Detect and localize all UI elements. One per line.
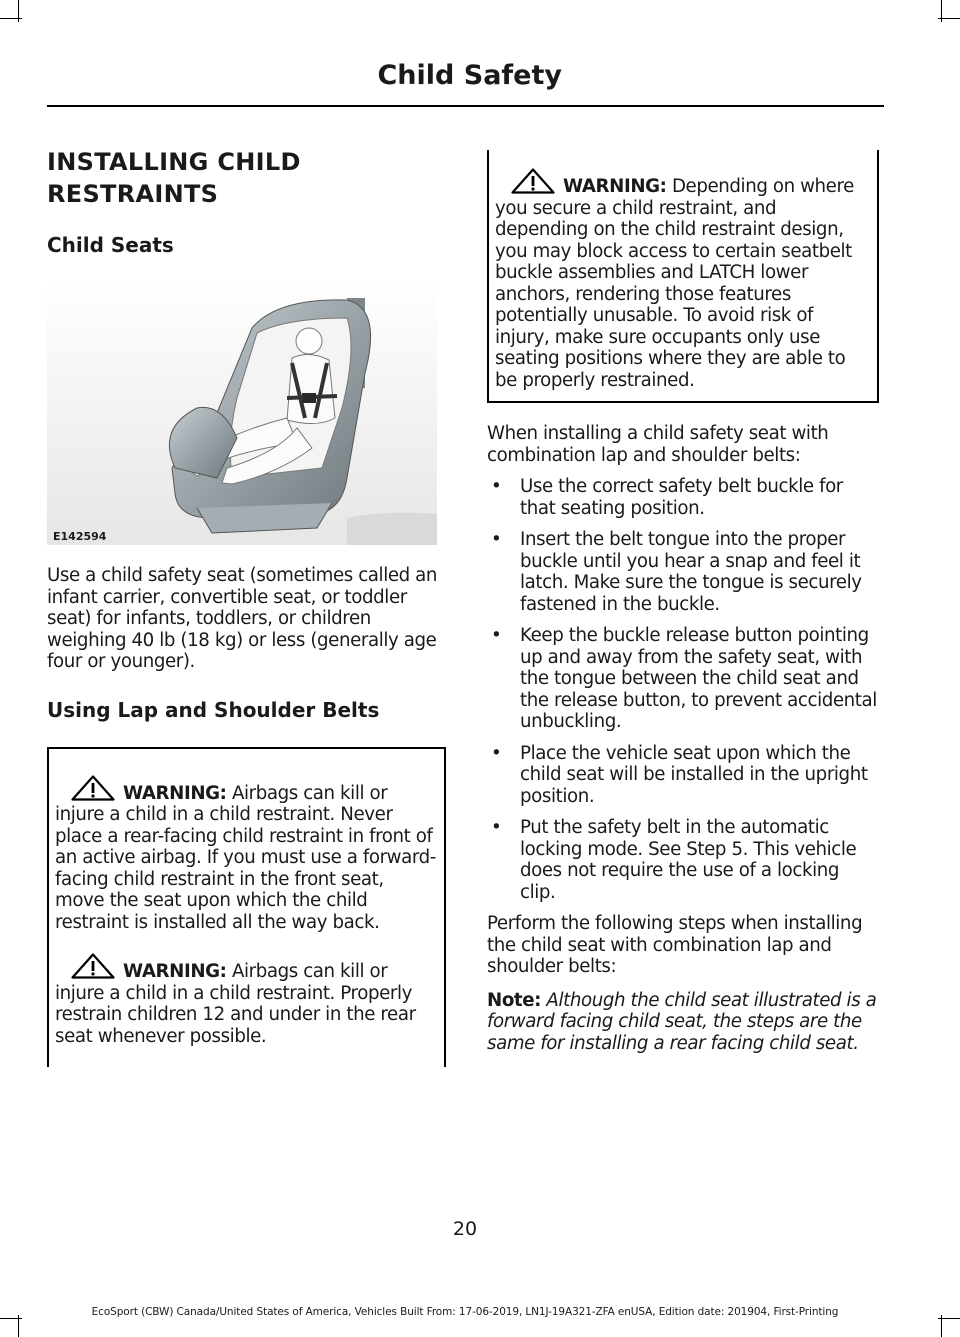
list-item: • Place the vehicle seat upon which the child seat will be installed in the upright position.: [491, 742, 868, 807]
section-title: Child Safety: [377, 60, 562, 91]
subheading-lap-shoulder-belts: Using Lap and Shoulder Belts: [47, 697, 380, 722]
warning-label: WARNING:: [563, 176, 667, 197]
warning-text: Depending on where you secure a child restraint, and depending on the child restraint design, you may block access to certain seatbelt buckle assemblies and LATCH lower anchors, rendering those features potentially unusable. To avoid risk of injury, make sure occupants only use seating positions where they are able to be properly restrained.: [495, 176, 854, 391]
crop-mark: [18, 1315, 19, 1337]
warning-box: [487, 150, 879, 403]
child-seat-illustration: [47, 278, 437, 545]
warning-airbag-rear: [55, 953, 438, 1057]
list-item: • Put the safety belt in the automatic locking mode. See Step 5. This vehicle does not require the use of a locking clip.: [491, 817, 857, 903]
page-heading: INSTALLING CHILD RESTRAINTS: [47, 148, 301, 208]
intro-paragraph: Use a child safety seat (sometimes called an infant carrier, convertible seat, or toddler seat) for infants, toddlers, or children weighing 40 lb (18 kg) or less (generally age four or younger).: [47, 565, 438, 672]
bullet-icon: •: [491, 625, 502, 646]
bullet-icon: •: [491, 476, 502, 497]
list-item: • Keep the buckle release button pointing up and away from the safety seat, with the tongue between the child seat and the release button, to prevent accidental unbuckling.: [491, 625, 877, 732]
warning-latch-access: [495, 168, 871, 391]
crop-mark: [941, 1315, 942, 1337]
warning-text: Airbags can kill or injure a child in a child restraint. Never place a rear-facing child restraint in front of an active airbag. If you must use a forward-facing child restraint in the front seat, move the seat upon which the child restraint is installed all the way back.: [55, 782, 436, 933]
steps-intro: Perform the following steps when installing the child seat with combination lap and shoulder belts:: [487, 913, 863, 977]
child-seat-figure: [47, 278, 437, 545]
note-paragraph: [487, 990, 879, 1055]
bullet-icon: •: [491, 817, 502, 838]
warning-text: Airbags can kill or injure a child in a child restraint. Properly restrain children 12 and under in the rear seat whenever possible.: [55, 961, 416, 1047]
bullet-icon: •: [491, 742, 502, 764]
warning-triangle-icon: [71, 953, 115, 979]
list-item: • Use the correct safety belt buckle for that seating position.: [491, 476, 843, 519]
warning-label: WARNING:: [123, 782, 227, 804]
note-label: Note:: [487, 989, 542, 1011]
installing-intro: When installing a child safety seat with combination lap and shoulder belts:: [487, 423, 829, 466]
warning-triangle-icon: [511, 168, 555, 194]
warning-box: [47, 747, 446, 1068]
warning-label: WARNING:: [123, 961, 227, 982]
subheading-child-seats: Child Seats: [47, 233, 174, 257]
warning-airbag-front: [55, 775, 438, 934]
warning-triangle-icon: [71, 775, 115, 801]
crop-mark: [18, 0, 19, 22]
page-number: 20: [452, 1218, 478, 1240]
header-divider: [47, 105, 884, 107]
installation-checklist: [487, 476, 879, 903]
bullet-icon: •: [491, 529, 502, 550]
list-item: • Insert the belt tongue into the proper buckle until you hear a snap and feel it latch. Make sure the tongue is securely fastened in the buckle.: [491, 529, 862, 615]
left-column: [47, 146, 446, 1067]
footer-edition-info: EcoSport (CBW) Canada/United States of America, Vehicles Built From: 17-06-2019, LN1J-19A321-ZFA enUSA, Edition date: 201904, First-Printing: [91, 1306, 839, 1318]
crop-mark: [941, 0, 942, 22]
note-text: Although the child seat illustrated is a forward facing child seat, the steps are the same for installing a rear facing child seat.: [487, 989, 877, 1054]
figure-label: E142594: [53, 530, 107, 543]
right-column: [487, 150, 879, 1054]
